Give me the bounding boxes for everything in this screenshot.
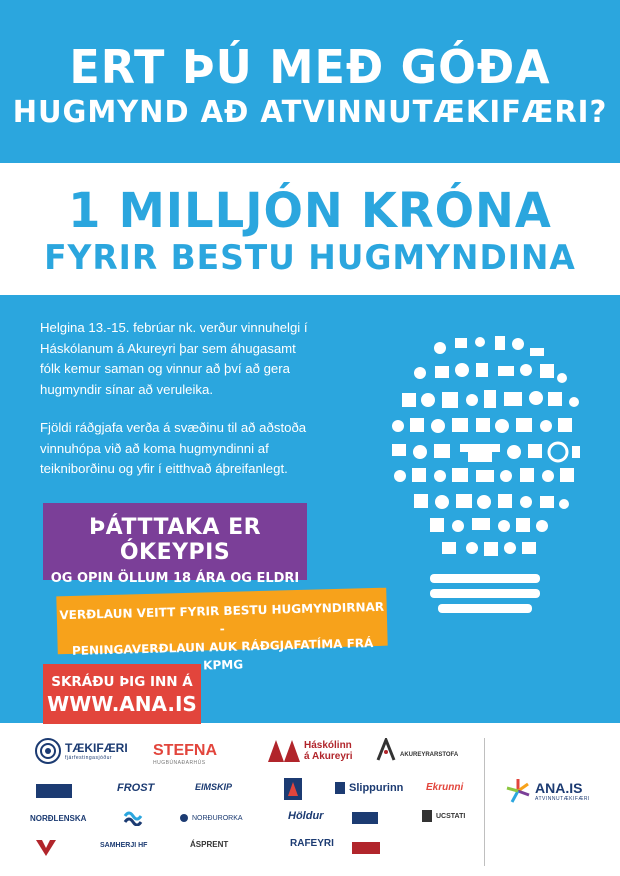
paragraph-1 [40, 318, 370, 400]
logo-stefna [153, 742, 217, 766]
signup-box[interactable] [43, 664, 201, 724]
paragraph-1-line: fólk kemur saman og vinnur að því að gera [40, 361, 290, 376]
participation-box [43, 503, 307, 586]
lightbulb-icon-cluster [380, 318, 590, 618]
slippurinn-logo-icon [335, 782, 345, 794]
sponsor-logos [0, 730, 620, 876]
logo-rafeyri [290, 838, 334, 849]
akureyrarstofa-logo-icon [376, 738, 396, 762]
sponsor-divider [484, 738, 485, 866]
signup-url-link[interactable]: WWW.ANA.IS [47, 692, 197, 716]
logo-red-v [36, 840, 56, 856]
awards-line-1: VERÐLAUN VEITT FYRIR BESTU HUGMYNDIRNAR - [59, 599, 385, 637]
logo-eimskip [195, 782, 232, 792]
white-strip [0, 163, 620, 175]
paragraph-2-line: Fjöldi ráðgjafa verða á svæðinu til að aðstoða [40, 420, 307, 435]
waves-icon [123, 810, 145, 826]
paragraph-2 [40, 418, 370, 480]
haskolinn-name-2: á Akureyri [304, 751, 353, 762]
paragraph-2-line: teikniborðinu og yfir í eitthvað áþreifanlegt. [40, 461, 288, 476]
holdur-name: Höldur [288, 810, 324, 822]
haskolinn-name-1: Háskólinn [304, 740, 352, 751]
paragraph-1-line: hugmyndir sínar að veruleika. [40, 381, 213, 397]
paragraph-1-line: Háskólanum á Akureyri þar sem áhugasamt [40, 340, 296, 356]
slippurinn-name: Slippurinn [349, 782, 404, 794]
ucstati-logo-icon [422, 810, 432, 822]
logo-dark-badge [352, 812, 378, 824]
awards-box [56, 588, 387, 673]
logo-akureyrarstofa [376, 738, 458, 762]
signup-line-1: SKRÁÐU ÞIG INN Á [51, 674, 193, 690]
ana-name: ANA.IS [535, 780, 583, 796]
logo-ana[interactable] [505, 778, 590, 804]
logo-holdur [288, 810, 323, 822]
akureyrarstofa-name: AKUREYRARSTOFA [400, 752, 459, 758]
haskolinn-logo-icon [268, 740, 300, 762]
ana-sub: ATVINNUTÆKIFÆRI [535, 796, 590, 802]
logo-frost [117, 782, 154, 794]
logo-samherji [100, 842, 147, 849]
logo-red-box [284, 778, 302, 800]
ekrunni-name: Ekrunni [426, 782, 464, 793]
logo-asprent [190, 840, 228, 849]
ucstati-name: UCSTATI [436, 812, 466, 820]
stefna-name: STEFNA [153, 742, 217, 759]
ana-logo-icon [505, 778, 531, 804]
logo-slippurinn [335, 782, 403, 794]
logo-nordlenska [30, 814, 86, 823]
asprent-name: ÁSPRENT [190, 840, 229, 849]
nordurorka-logo-icon [180, 814, 188, 822]
taekifaeri-name: TÆKIFÆRI [65, 741, 128, 755]
taekifaeri-sub: fjárfestingasjóður [65, 755, 113, 761]
logo-ucstati [422, 810, 465, 822]
logo-nordurorka [180, 814, 243, 822]
headline-line-1: ERT ÞÚ MEÐ GÓÐA [69, 40, 551, 94]
logo-red-badge [352, 842, 380, 854]
logo-ekrunni [426, 782, 463, 793]
prize-line-2: FYRIR BESTU HUGMYNDINA [44, 238, 576, 278]
eimskip-name: EIMSKIP [195, 782, 233, 792]
prize-line-1: 1 MILLJÓN KRÓNA [68, 183, 552, 239]
paragraph-1-line: Helgina 13.-15. febrúar nk. verður vinnuhelgi í [40, 320, 308, 335]
awards-line-2: PENINGAVERÐLAUN AUK RÁÐGJAFATÍMA FRÁ KPMG [71, 636, 374, 673]
paragraph-2-line: vinnuhópa við að koma hugmyndinni af [40, 440, 269, 456]
nordlenska-name: NORÐLENSKA [30, 814, 87, 823]
red-v-icon [36, 840, 56, 856]
logo-waves [123, 810, 145, 826]
red-box-icon [284, 778, 302, 800]
samherji-name: SAMHERJI HF [100, 842, 148, 849]
logo-taekifaeri [35, 738, 128, 764]
logo-blue-badge [36, 784, 72, 798]
rafeyri-name: RAFEYRI [290, 838, 334, 849]
logo-haskolinn [268, 740, 353, 762]
taekifaeri-logo-icon [35, 738, 61, 764]
stefna-sub: HUGBÚNAÐARHÚS [153, 760, 206, 766]
participation-line-2: OG OPIN ÖLLUM 18 ÁRA OG ELDRI [50, 571, 300, 586]
nordurorka-name: NORÐURORKA [192, 814, 243, 822]
participation-line-1: ÞÁTTTAKA ER ÓKEYPIS [88, 515, 262, 565]
headline-line-2: HUGMYND AÐ ATVINNUTÆKIFÆRI? [12, 95, 608, 130]
frost-name: FROST [117, 782, 155, 794]
